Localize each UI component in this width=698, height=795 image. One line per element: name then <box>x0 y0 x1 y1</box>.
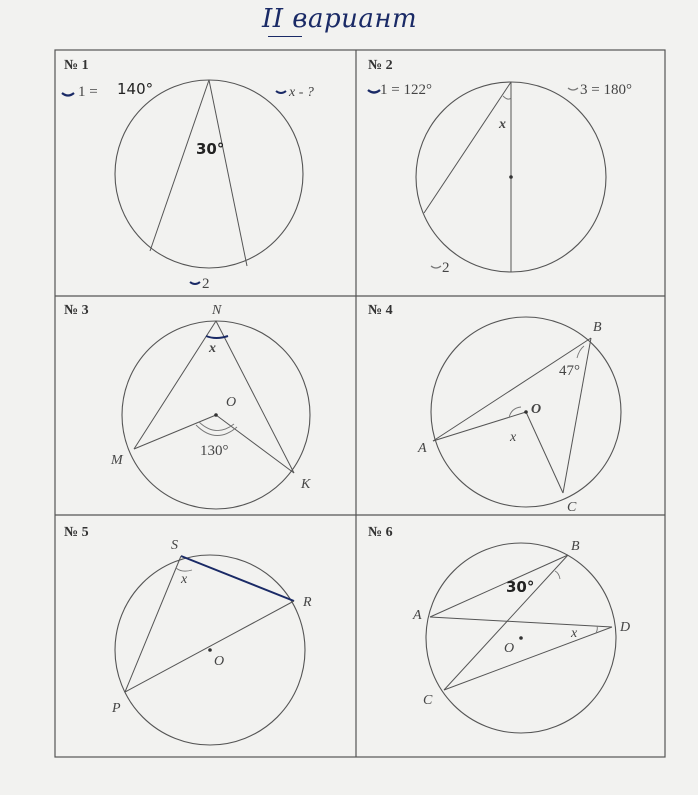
problem-5 <box>64 525 312 745</box>
point-n: N <box>212 303 222 318</box>
angle-arc <box>206 336 228 338</box>
arc-symbol-icon <box>368 90 380 93</box>
arc-symbol-icon <box>431 266 441 268</box>
x-label: x <box>209 341 216 356</box>
arc-symbol-icon <box>190 282 200 284</box>
problem-number: № 1 <box>64 58 89 73</box>
problem-4 <box>368 303 621 515</box>
point-b: B <box>571 539 580 554</box>
point-c: C <box>423 693 433 708</box>
point-o: O <box>531 402 542 417</box>
chord-ad <box>430 617 612 627</box>
circle <box>115 80 303 268</box>
x-label: x <box>510 430 517 445</box>
chord-sr <box>181 556 294 601</box>
chord <box>424 82 511 213</box>
problem-1 <box>62 58 314 292</box>
point-o: O <box>226 395 237 410</box>
point-p: P <box>112 701 121 716</box>
center-point <box>519 636 523 640</box>
page-title: II вариант <box>262 4 418 34</box>
angle-arc <box>577 346 584 358</box>
chord-bc <box>563 338 591 493</box>
angle-arc <box>555 571 560 579</box>
point-d: D <box>620 620 631 635</box>
angle-label: 130° <box>200 443 229 459</box>
point-b: B <box>593 320 602 335</box>
point-s: S <box>171 538 178 553</box>
arc3-label: 3 = 180° <box>580 82 632 98</box>
diameter-rp <box>125 601 294 692</box>
x-label: x <box>571 626 578 641</box>
point-c: C <box>567 500 577 515</box>
angle-arc <box>596 626 597 633</box>
angle-label: 30° <box>506 578 535 596</box>
x-label: x <box>499 117 506 132</box>
arc1-label: 1 = 122° <box>380 82 432 98</box>
arc-symbol-icon <box>568 88 578 90</box>
point-o: O <box>214 654 225 669</box>
problem-number: № 5 <box>64 525 89 540</box>
arc-x-label: x - ? <box>289 85 314 100</box>
arc1-label: 1 = <box>78 84 98 100</box>
problem-number: № 2 <box>368 58 393 73</box>
center-point <box>509 175 513 179</box>
arc-symbol-icon <box>276 91 286 93</box>
point-k: K <box>301 477 311 492</box>
arc2-label: 2 <box>442 260 450 276</box>
angle-arc <box>503 96 511 99</box>
point-a: A <box>418 441 427 456</box>
point-o: O <box>504 641 515 656</box>
arc1-value: 140° <box>117 80 154 98</box>
angle-arc <box>199 422 234 431</box>
radius-oc <box>526 412 563 493</box>
angle-label: 47° <box>559 363 580 379</box>
chord-nm <box>134 321 216 449</box>
problem-number: № 4 <box>368 303 393 318</box>
point-a: A <box>413 608 422 623</box>
center-point <box>524 410 528 414</box>
chord-sp <box>125 556 181 692</box>
point-r: R <box>303 595 312 610</box>
angle-label: 30° <box>196 140 225 158</box>
problem-2 <box>368 58 632 276</box>
center-point <box>208 648 212 652</box>
chord-bc <box>444 555 568 690</box>
chord <box>209 80 247 266</box>
point-m: M <box>111 453 123 468</box>
chord-dc <box>444 627 612 690</box>
problem-number: № 3 <box>64 303 89 318</box>
problem-number: № 6 <box>368 525 393 540</box>
arc2-label: 2 <box>202 276 210 292</box>
angle-arc <box>176 568 192 571</box>
problem-6 <box>368 525 630 733</box>
chord-ba <box>433 338 591 441</box>
grid-frame <box>55 50 665 757</box>
chord-ba <box>430 555 568 617</box>
chord <box>150 80 209 251</box>
problem-3 <box>64 303 311 509</box>
center-point <box>214 413 218 417</box>
arc-symbol-icon <box>62 93 74 96</box>
x-label: x <box>181 572 188 587</box>
